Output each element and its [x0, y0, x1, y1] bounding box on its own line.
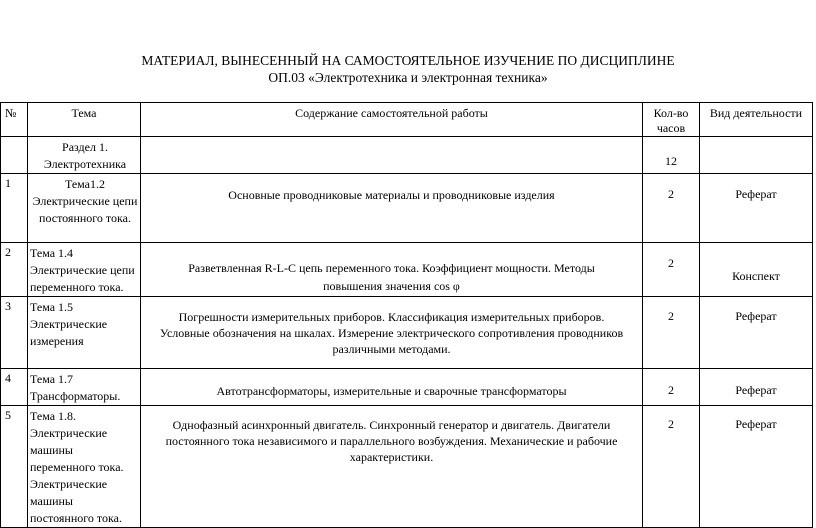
- section-name: Электротехника: [43, 157, 127, 171]
- row-content: [141, 243, 643, 297]
- row-topic: [28, 174, 141, 243]
- row-num: 5: [1, 406, 28, 528]
- topic-line: Электрические: [30, 426, 108, 440]
- row-content: [141, 297, 643, 369]
- content-line: Автотрансформаторы, измерительные и сварочные трансформаторы: [216, 384, 567, 398]
- content-line: Основные проводниковые материалы и проводниковые изделия: [228, 188, 555, 202]
- content-line: Погрешности измерительных приборов. Классификация измерительных приборов.: [178, 310, 605, 324]
- section-row: [1, 137, 813, 174]
- topic-line: Электрические: [30, 477, 108, 491]
- row-hours: 2: [643, 297, 700, 369]
- row-hours: 2: [643, 406, 700, 528]
- content-line: различными методами.: [332, 342, 451, 356]
- content-line: повышения значения cos φ: [323, 279, 460, 293]
- topic-line: машины: [30, 443, 73, 457]
- row-topic: [28, 243, 141, 297]
- document-title-line2: ОП.03 «Электротехника и электронная техника»: [268, 70, 548, 85]
- row-kind: Конспект: [700, 243, 813, 297]
- content-line: Однофазный асинхронный двигатель. Синхронный генератор и двигатель. Двигатели: [172, 418, 611, 432]
- topic-line: Трансформаторы.: [30, 389, 121, 403]
- topic-line: Тема 1.7: [30, 372, 74, 386]
- row-topic: [28, 297, 141, 369]
- section-content-cell: [141, 137, 643, 174]
- row-hours: 2: [643, 369, 700, 406]
- row-kind: Реферат: [700, 369, 813, 406]
- row-hours: 2: [643, 243, 700, 297]
- topic-line: Электрические цепи: [30, 263, 135, 277]
- content-line: характеристики.: [349, 450, 434, 464]
- row-num: 2: [1, 243, 28, 297]
- row-num: 1: [1, 174, 28, 243]
- content-line: постоянного тока независимого и параллельного возбуждения. Механические и рабочие: [165, 434, 618, 448]
- table-row: [1, 369, 813, 406]
- content-line: Разветвленная R-L-C цепь переменного тока. Коэффициент мощности. Методы: [188, 261, 595, 275]
- section-hours: 12: [643, 137, 700, 174]
- header-content: Содержание самостоятельной работы: [141, 103, 643, 137]
- row-content: [141, 369, 643, 406]
- topic-line: Электрические цепи: [32, 194, 138, 208]
- row-kind: Реферат: [700, 406, 813, 528]
- row-content: [141, 174, 643, 243]
- table-row: [1, 297, 813, 369]
- row-kind: Реферат: [700, 174, 813, 243]
- row-num: 3: [1, 297, 28, 369]
- table-row: [1, 406, 813, 528]
- topic-line: переменного тока.: [30, 280, 124, 294]
- topic-line: Тема 1.4: [30, 246, 74, 260]
- table-row: [1, 174, 813, 243]
- header-kind: Вид деятельности: [700, 103, 813, 137]
- header-hours: Кол-во часов: [643, 103, 700, 137]
- topic-line: машины: [30, 494, 73, 508]
- section-title: Раздел 1.: [62, 140, 108, 154]
- section-topic-cell: [28, 137, 141, 174]
- row-kind: Реферат: [700, 297, 813, 369]
- row-content: [141, 406, 643, 528]
- row-topic: [28, 406, 141, 528]
- topic-line: переменного тока.: [30, 460, 124, 474]
- topic-line: измерения: [30, 334, 84, 348]
- row-topic: [28, 369, 141, 406]
- topic-line: постоянного тока.: [39, 211, 131, 225]
- section-kind-cell: [700, 137, 813, 174]
- topic-line: постоянного тока.: [30, 511, 122, 525]
- table-row: [1, 243, 813, 297]
- content-line: Условные обозначения на шкалах. Измерение электрического сопротивления проводников: [159, 326, 624, 340]
- document-title-line1: МАТЕРИАЛ, ВЫНЕСЕННЫЙ НА САМОСТОЯТЕЛЬНОЕ ИЗУЧЕНИЕ ПО ДИСЦИПЛИНЕ: [141, 53, 675, 68]
- header-topic: Тема: [28, 103, 141, 137]
- section-num-cell: [1, 137, 28, 174]
- topic-line: Тема 1.5: [30, 300, 74, 314]
- topic-line: Тема1.2: [64, 177, 106, 191]
- topic-line: Электрические: [30, 317, 108, 331]
- self-study-table: [0, 102, 813, 528]
- row-num: 4: [1, 369, 28, 406]
- topic-line: Тема 1.8.: [30, 409, 77, 423]
- table-header-row: [1, 103, 813, 137]
- header-num: №: [1, 103, 28, 137]
- row-hours: 2: [643, 174, 700, 243]
